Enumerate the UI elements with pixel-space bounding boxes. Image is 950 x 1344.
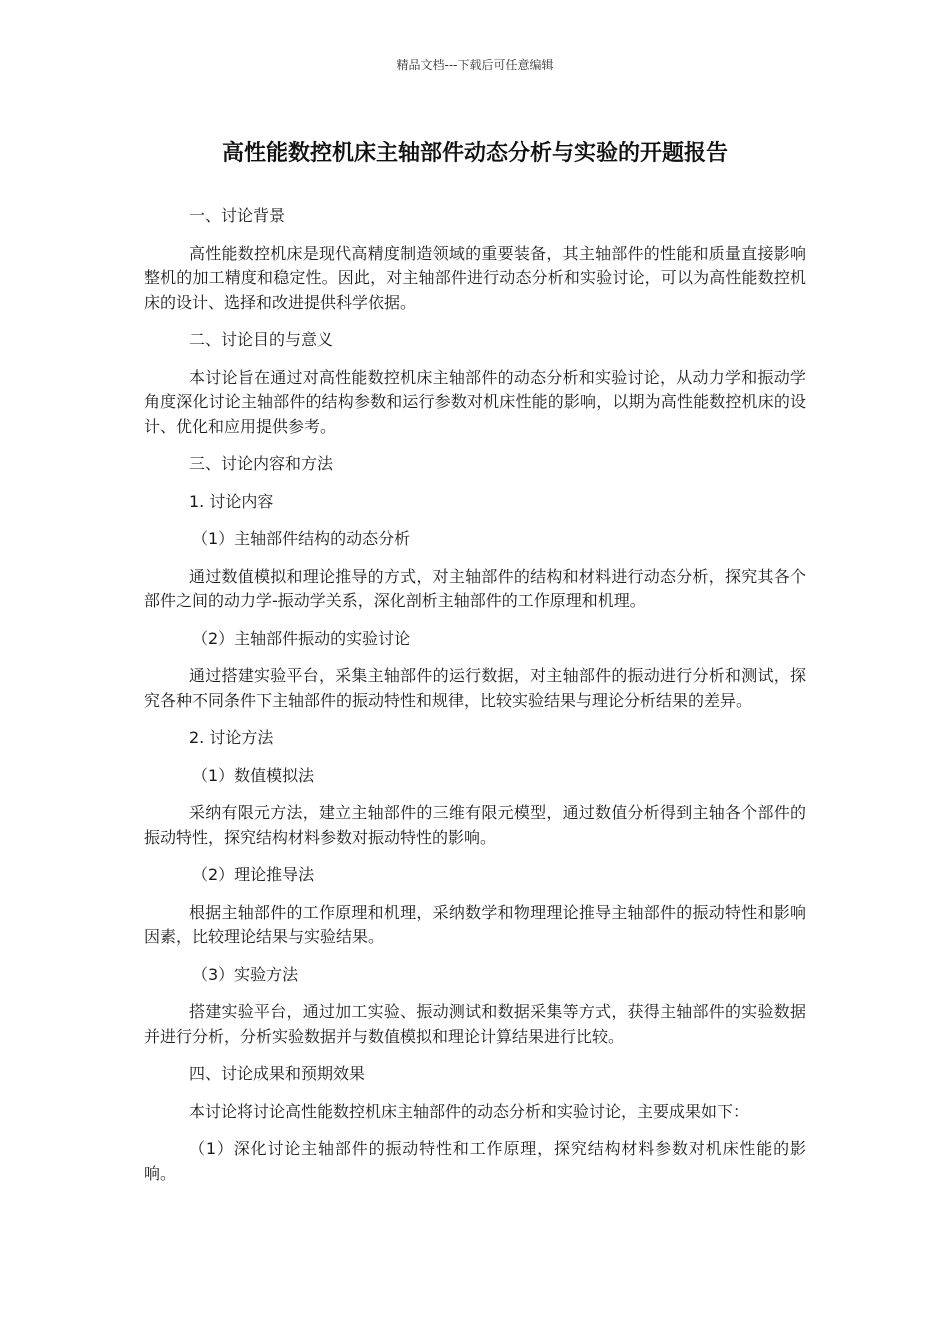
item-heading: （2）理论推导法 — [192, 865, 315, 884]
body-paragraph: 高性能数控机床是现代高精度制造领域的重要装备，其主轴部件的性能和质量直接影响整机的加工精度和稳定性。因此，对主轴部件进行动态分析和实验讨论，可以为高性能数控机床的设计、选择和改进提供科学依据。 — [144, 243, 806, 312]
body-paragraph: 搭建实验平台，通过加工实验、振动测试和数据采集等方式，获得主轴部件的实验数据并进行分析，分析实验数据并与数值模拟和理论计算结果进行比较。 — [144, 1002, 806, 1046]
item-heading: （1）主轴部件结构的动态分析 — [192, 529, 411, 548]
section-heading: 四、讨论成果和预期效果 — [189, 1064, 366, 1083]
section-heading: 三、讨论内容和方法 — [189, 454, 334, 473]
body-paragraph: 采纳有限元方法，建立主轴部件的三维有限元模型，通过数值分析得到主轴各个部件的振动特性，探究结构材料参数对振动特性的影响。 — [144, 803, 806, 847]
document-title: 高性能数控机床主轴部件动态分析与实验的开题报告 — [221, 141, 728, 166]
item-heading: （3）实验方法 — [192, 964, 299, 984]
section-heading: 一、讨论背景 — [189, 206, 286, 225]
body-paragraph: 通过搭建实验平台，采集主轴部件的运行数据，对主轴部件的振动进行分析和测试，探究各种不同条件下主轴部件的振动特性和规律，比较实验结果与理论分析结果的差异。 — [144, 666, 806, 710]
subsection-heading: 1. 讨论内容 — [189, 491, 274, 511]
subsection-heading: 2. 讨论方法 — [189, 728, 274, 747]
item-heading: （2）主轴部件振动的实验讨论 — [192, 628, 411, 648]
item-heading: （1）数值模拟法 — [192, 765, 315, 785]
document-body — [144, 204, 806, 1199]
body-paragraph: （1）深化讨论主轴部件的振动特性和工作原理，探究结构材料参数对机床性能的影响。 — [144, 1139, 806, 1183]
header-note: 精品文档---下载后可任意编辑 — [396, 58, 554, 72]
body-paragraph: 本讨论旨在通过对高性能数控机床主轴部件的动态分析和实验讨论，从动力学和振动学角度深化讨论主轴部件的结构参数和运行参数对机床性能的影响，以期为高性能数控机床的设计、优化和应用提供参考。 — [144, 367, 806, 436]
body-paragraph: 本讨论将讨论高性能数控机床主轴部件的动态分析和实验讨论，主要成果如下： — [189, 1101, 750, 1121]
body-paragraph: 通过数值模拟和理论推导的方式，对主轴部件的结构和材料进行动态分析，探究其各个部件之间的动力学-振动学关系，深化剖析主轴部件的工作原理和机理。 — [144, 566, 806, 610]
body-paragraph: 根据主轴部件的工作原理和机理，采纳数学和物理理论推导主轴部件的振动特性和影响因素，比较理论结果与实验结果。 — [144, 902, 806, 946]
section-heading: 二、讨论目的与意义 — [189, 330, 334, 349]
